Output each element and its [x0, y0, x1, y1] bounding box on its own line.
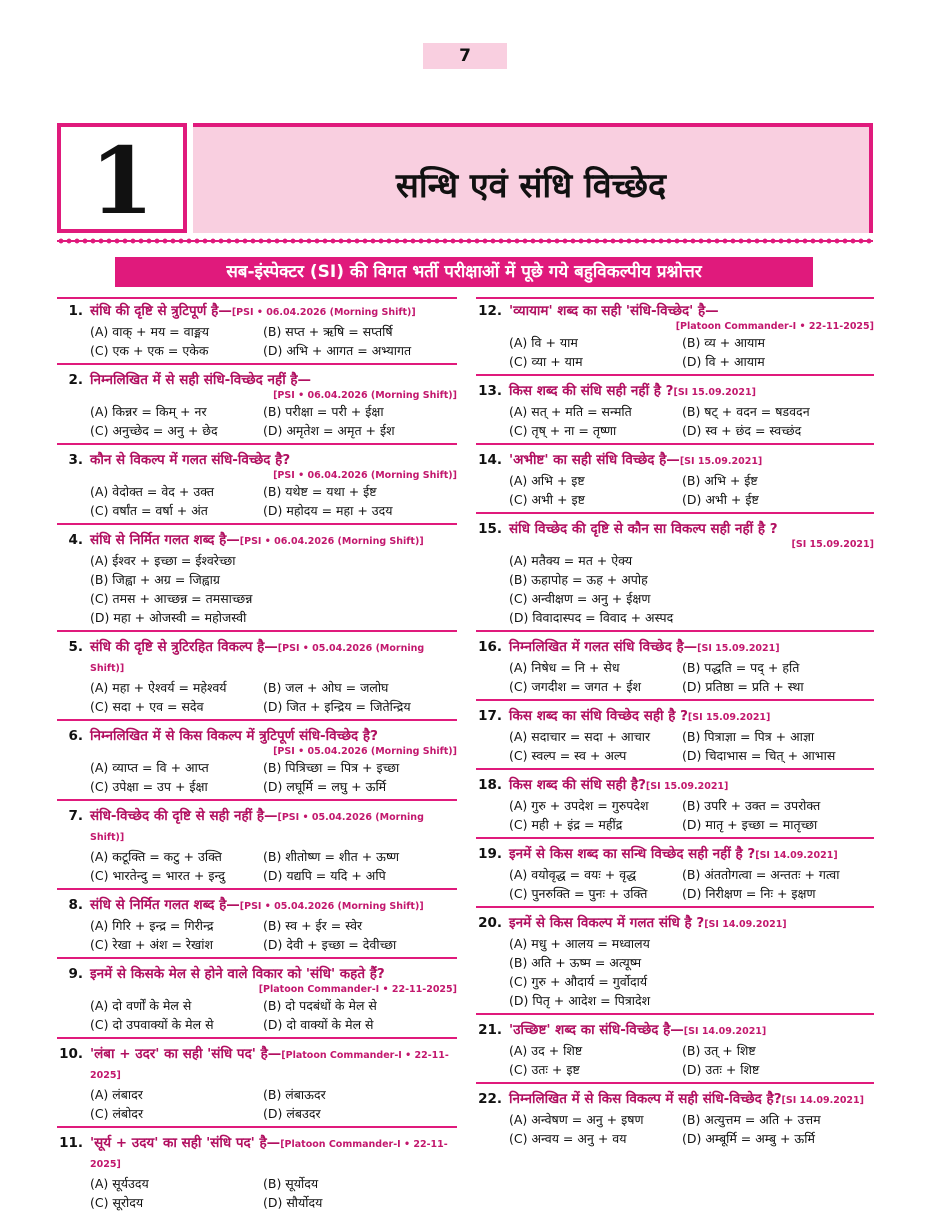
question-18	[476, 776, 874, 839]
answer-option: (B) पित्राज्ञा = पित्र + आज्ञा	[682, 729, 815, 744]
question-9	[57, 965, 457, 1039]
answer-options	[90, 402, 457, 440]
answer-option: (D) महोदय = महा + उदय	[263, 503, 393, 518]
question-14	[476, 451, 874, 514]
answer-option: (B) यथेष्ट = यथा + ईष्ट	[263, 484, 377, 499]
question-divider	[476, 512, 874, 514]
answer-option: (C) जगदीश = जगत + ईश	[509, 679, 642, 694]
question-number: 21.	[478, 1022, 502, 1038]
question-text	[509, 845, 874, 865]
answer-option: (A) अभि + इष्ट	[509, 473, 585, 488]
answer-options	[90, 322, 457, 360]
question-text	[90, 638, 457, 678]
answer-option: (D) सौर्योदय	[263, 1195, 323, 1210]
question-10	[57, 1045, 457, 1128]
answer-option: (C) मही + इंद्र = महींद्र	[509, 817, 623, 832]
page-number: 7	[423, 43, 507, 69]
answer-option: (C) अनुच्छेद = अनु + छेद	[90, 423, 218, 438]
answer-option: (A) गुरु + उपदेश = गुरुपदेश	[509, 798, 649, 813]
question-16	[476, 638, 874, 701]
question-number: 15.	[478, 521, 502, 537]
answer-option: (B) शीतोष्ण = शीत + ऊष्ण	[263, 849, 400, 864]
question-number: 5.	[68, 639, 83, 655]
answer-option: (A) अन्वेषण = अनु + इषण	[509, 1112, 644, 1127]
question-source: [SI 15.09.2021]	[687, 712, 771, 723]
question-source: [PSI • 05.04.2026 (Morning Shift)]	[239, 901, 424, 912]
question-19	[476, 845, 874, 908]
answer-options	[509, 658, 874, 696]
answer-options	[90, 758, 457, 796]
question-divider	[57, 799, 457, 801]
question-text-content: निम्नलिखित में से सही संधि-विच्छेद नहीं है—	[90, 372, 312, 388]
answer-option: (C) उपेक्षा = उप + ईक्षा	[90, 779, 208, 794]
answer-option: (D) यद्यपि = यदि + अपि	[263, 868, 386, 883]
answer-option: (B) जिह्वा + अग्र = जिह्वाग्र	[90, 572, 220, 587]
answer-option: (D) चिदाभास = चित् + आभास	[682, 748, 836, 763]
question-12	[476, 302, 874, 376]
answer-option: (A) सदाचार = सदा + आचार	[509, 729, 651, 744]
question-divider	[476, 374, 874, 376]
answer-option: (B) उपरि + उक्त = उपरोक्त	[682, 798, 821, 813]
answer-option: (C) स्वल्प = स्व + अल्प	[509, 748, 627, 763]
answer-option: (D) विवादास्पद = विवाद + अस्पद	[509, 610, 674, 625]
question-text-content: कौन से विकल्प में गलत संधि-विच्छेद है?	[90, 452, 291, 468]
question-number: 19.	[478, 846, 502, 862]
answer-option: (A) ईश्वर + इच्छा = ईश्वरेच्छा	[90, 553, 236, 568]
answer-option: (D) प्रतिष्ठा = प्रति + स्था	[682, 679, 804, 694]
chapter-title: सन्धि एवं संधि विच्छेद	[193, 123, 873, 233]
answer-option: (B) ऊहापोह = ऊह + अपोह	[509, 572, 648, 587]
left-column	[57, 297, 457, 1212]
answer-option: (B) अति + ऊष्म = अत्यूष्म	[509, 955, 642, 970]
answer-option: (D) उतः + शिष्ट	[682, 1062, 760, 1077]
question-number: 9.	[68, 966, 83, 982]
answer-option: (A) गिरि + इन्द्र = गिरीन्द्र	[90, 918, 214, 933]
question-source: [SI 15.09.2021]	[679, 456, 763, 467]
answer-option: (A) मधु + आलय = मध्वालय	[509, 936, 650, 951]
question-number: 22.	[478, 1091, 502, 1107]
chapter-number: 1	[57, 123, 187, 233]
question-divider	[476, 630, 874, 632]
question-22	[476, 1090, 874, 1148]
question-number: 14.	[478, 452, 502, 468]
answer-option: (B) सप्त + ऋषि = सप्तर्षि	[263, 324, 393, 339]
question-divider	[476, 906, 874, 908]
answer-option: (B) जल + ओघ = जलोघ	[263, 680, 389, 695]
question-text	[509, 638, 874, 658]
question-text	[90, 451, 457, 469]
question-11	[57, 1134, 457, 1212]
question-15	[476, 520, 874, 632]
question-number: 20.	[478, 915, 502, 931]
question-source: [PSI • 05.04.2026 (Morning Shift)]	[273, 746, 457, 757]
question-source: [SI 14.09.2021]	[683, 1026, 767, 1037]
answer-option: (A) महा + ऐश्वर्य = महेश्वर्य	[90, 680, 227, 695]
question-text-content: इनमें से किस शब्द का सन्धि विच्छेद सही नहीं है ?	[509, 846, 756, 862]
question-divider	[57, 523, 457, 525]
question-text	[90, 302, 457, 322]
question-source: [SI 14.09.2021]	[704, 919, 787, 930]
question-text-content: किस शब्द का संधि विच्छेद सही है ?	[509, 708, 688, 724]
answer-options	[509, 551, 874, 627]
answer-options	[509, 865, 874, 903]
answer-option: (D) अभि + आगत = अभ्यागत	[263, 343, 412, 358]
question-number: 6.	[68, 728, 83, 744]
question-number: 2.	[68, 372, 83, 388]
answer-option: (A) वयोवृद्ध = वयः + वृद्ध	[509, 867, 637, 882]
question-number: 4.	[68, 532, 83, 548]
answer-option: (B) परीक्षा = परी + ईक्षा	[263, 404, 384, 419]
question-divider	[476, 1082, 874, 1084]
answer-option: (D) निरीक्षण = निः + इक्षण	[682, 886, 816, 901]
answer-option: (C) तमस + आच्छन्न = तमसाच्छन्न	[90, 591, 253, 606]
question-source: [SI 14.09.2021]	[755, 850, 838, 861]
question-number: 17.	[478, 708, 502, 724]
question-text-content: संधि से निर्मित गलत शब्द है—	[90, 897, 240, 913]
answer-option: (A) मतैक्य = मत + ऐक्य	[509, 553, 633, 568]
question-text	[509, 1090, 874, 1110]
answer-option: (C) लंबोदर	[90, 1106, 144, 1121]
question-text	[90, 965, 457, 983]
answer-option: (B) पित्रिच्छा = पित्र + इच्छा	[263, 760, 400, 775]
answer-option: (C) अभी + इष्ट	[509, 492, 585, 507]
answer-option: (C) रेखा + अंश = रेखांश	[90, 937, 213, 952]
answer-option: (C) उतः + इष्ट	[509, 1062, 580, 1077]
question-4	[57, 531, 457, 632]
question-source: [PSI • 06.04.2026 (Morning Shift)]	[273, 390, 457, 401]
answer-options	[90, 1085, 457, 1123]
answer-option: (C) सूरोदय	[90, 1195, 144, 1210]
question-text	[90, 807, 457, 847]
answer-options	[509, 471, 874, 509]
answer-option: (C) सदा + एव = सदेव	[90, 699, 204, 714]
answer-option: (A) कटूक्ति = कटु + उक्ति	[90, 849, 222, 864]
question-number: 18.	[478, 777, 502, 793]
question-source: [SI 15.09.2021]	[697, 643, 780, 654]
question-source: [Platoon Commander-I • 22-11-2025]	[258, 984, 457, 995]
question-text-content: संधि-विच्छेद की दृष्टि से सही नहीं है—	[90, 808, 278, 824]
answer-options	[509, 1110, 874, 1148]
question-number: 13.	[478, 383, 502, 399]
answer-option: (B) अत्युत्तम = अति + उत्तम	[682, 1112, 821, 1127]
question-text	[509, 382, 874, 402]
question-text	[90, 371, 457, 389]
answer-option: (D) पितृ + आदेश = पित्रादेश	[509, 993, 651, 1008]
question-source: [PSI • 06.04.2026 (Morning Shift)]	[231, 307, 416, 318]
answer-option: (A) सूर्यउदय	[90, 1176, 149, 1191]
question-7	[57, 807, 457, 890]
question-source: [PSI • 05.04.2026 (Morning Shift)]	[90, 812, 424, 843]
answer-options	[509, 727, 874, 765]
question-divider	[57, 1126, 457, 1128]
answer-option: (C) पुनरुक्ति = पुनः + उक्ति	[509, 886, 648, 901]
answer-option: (B) अंततोगत्वा = अन्ततः + गत्वा	[682, 867, 840, 882]
answer-option: (B) उत् + शिष्ट	[682, 1043, 756, 1058]
question-divider	[57, 888, 457, 890]
answer-option: (B) दो पदबंधों के मेल से	[263, 998, 377, 1013]
answer-option: (B) व्य + आयाम	[682, 335, 765, 350]
question-text-content: इनमें से किस विकल्प में गलत संधि है ?	[509, 915, 705, 931]
question-divider	[476, 699, 874, 701]
answer-option: (D) अभी + ईष्ट	[682, 492, 759, 507]
question-text-content: 'उच्छिष्ट' शब्द का संधि-विच्छेद है—	[509, 1022, 684, 1038]
question-text	[90, 1134, 457, 1174]
question-source: [Platoon Commander-I • 22-11-2025]	[675, 321, 874, 332]
question-text	[509, 520, 874, 538]
question-text-content: इनमें से किसके मेल से होने वाले विकार को 'संधि' कहते हैं?	[90, 966, 385, 982]
answer-options	[90, 482, 457, 520]
question-number: 7.	[68, 808, 83, 824]
answer-option: (C) गुरु + औदार्य = गुर्वोदार्य	[509, 974, 648, 989]
answer-option: (B) स्व + ईर = स्वेर	[263, 918, 363, 933]
answer-option: (A) निषेध = नि + सेध	[509, 660, 620, 675]
question-text-content: संधि विच्छेद की दृष्टि से कौन सा विकल्प सही नहीं है ?	[509, 521, 778, 537]
answer-options	[90, 1174, 457, 1212]
question-text	[90, 727, 457, 745]
answer-option: (A) किन्नर = किम् + नर	[90, 404, 207, 419]
question-number: 11.	[59, 1135, 83, 1151]
answer-option: (B) लंबाऊदर	[263, 1087, 326, 1102]
answer-option: (C) भारतेन्दु = भारत + इन्दु	[90, 868, 225, 883]
answer-option: (D) दो वाक्यों के मेल से	[263, 1017, 374, 1032]
question-text-content: 'सूर्य + उदय' का सही 'संधि पद' है—	[90, 1135, 281, 1151]
answer-option: (C) अन्वय = अनु + वय	[509, 1131, 627, 1146]
answer-option: (D) लंबउदर	[263, 1106, 321, 1121]
answer-option: (C) दो उपवाक्यों के मेल से	[90, 1017, 214, 1032]
answer-option: (A) लंबादर	[90, 1087, 143, 1102]
answer-option: (A) उद + शिष्ट	[509, 1043, 583, 1058]
question-text	[90, 1045, 457, 1085]
question-source: [Platoon Commander-I • 22-11-2025]	[90, 1139, 448, 1170]
decorative-divider	[57, 237, 873, 245]
question-source: [SI 15.09.2021]	[791, 539, 874, 550]
question-number: 10.	[59, 1046, 83, 1062]
question-divider	[476, 1013, 874, 1015]
question-text	[509, 451, 874, 471]
question-text-content: निम्नलिखित में से किस विकल्प में त्रुटिपूर्ण संधि-विच्छेद है?	[90, 728, 378, 744]
question-text-content: संधि से निर्मित गलत शब्द है—	[90, 532, 240, 548]
answer-option: (A) वेदोक्त = वेद + उक्त	[90, 484, 215, 499]
question-number: 8.	[68, 897, 83, 913]
question-text-content: 'लंबा + उदर' का सही 'संधि पद' है—	[90, 1046, 282, 1062]
question-2	[57, 371, 457, 445]
answer-option: (D) लघूर्मि = लघु + ऊर्मि	[263, 779, 387, 794]
question-number: 12.	[478, 303, 502, 319]
question-8	[57, 896, 457, 959]
question-source: [SI 15.09.2021]	[673, 387, 756, 398]
question-13	[476, 382, 874, 445]
question-number: 3.	[68, 452, 83, 468]
answer-option: (B) षट् + वदन = षडवदन	[682, 404, 810, 419]
question-source: [PSI • 06.04.2026 (Morning Shift)]	[239, 536, 424, 547]
answer-option: (D) महा + ओजस्वी = महोजस्वी	[90, 610, 247, 625]
question-text	[509, 776, 874, 796]
question-divider	[57, 1037, 457, 1039]
answer-option: (D) मातृ + इच्छा = मातृच्छा	[682, 817, 818, 832]
answer-options	[90, 551, 457, 627]
answer-option: (A) दो वर्णों के मेल से	[90, 998, 192, 1013]
question-text	[90, 896, 457, 916]
answer-option: (A) वाक् + मय = वाङ्मय	[90, 324, 209, 339]
question-text	[509, 914, 874, 934]
column-top-rule	[476, 297, 874, 299]
question-text	[509, 1021, 874, 1041]
section-banner: सब-इंस्पेक्टर (SI) की विगत भर्ती परीक्षाओं में पूछे गये बहुविकल्पीय प्रश्नोत्तर	[115, 257, 813, 287]
question-text-content: 'व्यायाम' शब्द का सही 'संधि-विच्छेद' है—	[509, 303, 719, 319]
question-divider	[57, 443, 457, 445]
question-3	[57, 451, 457, 525]
answer-option: (C) एक + एक = एकेक	[90, 343, 209, 358]
answer-options	[509, 333, 874, 371]
answer-option: (D) स्व + छंद = स्वच्छंद	[682, 423, 802, 438]
question-source: [PSI • 05.04.2026 (Morning Shift)]	[90, 643, 425, 674]
answer-option: (D) वि + आयाम	[682, 354, 765, 369]
answer-options	[90, 678, 457, 716]
answer-option: (D) जित + इन्द्रिय = जितेन्द्रिय	[263, 699, 411, 714]
question-divider	[57, 630, 457, 632]
question-text-content: निम्नलिखित में गलत संधि विच्छेद है—	[509, 639, 698, 655]
question-source: [SI 14.09.2021]	[781, 1095, 864, 1106]
question-divider	[476, 837, 874, 839]
question-divider	[476, 443, 874, 445]
answer-options	[90, 996, 457, 1034]
question-17	[476, 707, 874, 770]
answer-option: (B) सूर्योदय	[263, 1176, 319, 1191]
answer-option: (D) देवी + इच्छा = देवीच्छा	[263, 937, 397, 952]
question-source: [PSI • 06.04.2026 (Morning Shift)]	[273, 470, 457, 481]
question-number: 16.	[478, 639, 502, 655]
question-5	[57, 638, 457, 721]
question-text-content: निम्नलिखित में से किस विकल्प में सही संधि-विच्छेद है?	[509, 1091, 782, 1107]
question-text-content: संधि की दृष्टि से त्रुटिपूर्ण है—	[90, 303, 232, 319]
answer-options	[509, 402, 874, 440]
answer-option: (D) अम्बूर्मि = अम्बु + ऊर्मि	[682, 1131, 815, 1146]
answer-options	[509, 934, 874, 1010]
question-text	[90, 531, 457, 551]
right-column	[476, 297, 874, 1148]
question-divider	[57, 957, 457, 959]
question-divider	[476, 768, 874, 770]
answer-option: (B) अभि + ईष्ट	[682, 473, 758, 488]
question-source: [Platoon Commander-I • 22-11-2025]	[90, 1050, 449, 1081]
question-number: 1.	[68, 303, 83, 319]
question-divider	[57, 363, 457, 365]
question-source: [SI 15.09.2021]	[645, 781, 729, 792]
answer-option: (B) पद्धति = पद् + हति	[682, 660, 800, 675]
question-text	[509, 302, 874, 320]
answer-option: (A) सत् + मति = सन्मति	[509, 404, 632, 419]
answer-option: (C) व्या + याम	[509, 354, 583, 369]
question-text-content: किस शब्द की संधि सही है?	[509, 777, 646, 793]
answer-option: (C) अन्वीक्षण = अनु + ईक्षण	[509, 591, 651, 606]
answer-options	[509, 1041, 874, 1079]
question-text-content: 'अभीष्ट' का सही संधि विच्छेद है—	[509, 452, 680, 468]
question-text-content: किस शब्द की संधि सही नहीं है ?	[509, 383, 674, 399]
answer-option: (A) व्याप्त = वि + आप्त	[90, 760, 209, 775]
question-divider	[57, 719, 457, 721]
question-21	[476, 1021, 874, 1084]
question-text	[509, 707, 874, 727]
column-top-rule	[57, 297, 457, 299]
question-1	[57, 302, 457, 365]
answer-option: (A) वि + याम	[509, 335, 578, 350]
answer-option: (C) वर्षांत = वर्षा + अंत	[90, 503, 208, 518]
answer-options	[90, 847, 457, 885]
answer-options	[90, 916, 457, 954]
answer-option: (D) अमृतेश = अमृत + ईश	[263, 423, 395, 438]
answer-option: (C) तृष् + ना = तृष्णा	[509, 423, 617, 438]
answer-options	[509, 796, 874, 834]
question-text-content: संधि की दृष्टि से त्रुटिरहित विकल्प है—	[90, 639, 278, 655]
question-6	[57, 727, 457, 801]
question-20	[476, 914, 874, 1015]
